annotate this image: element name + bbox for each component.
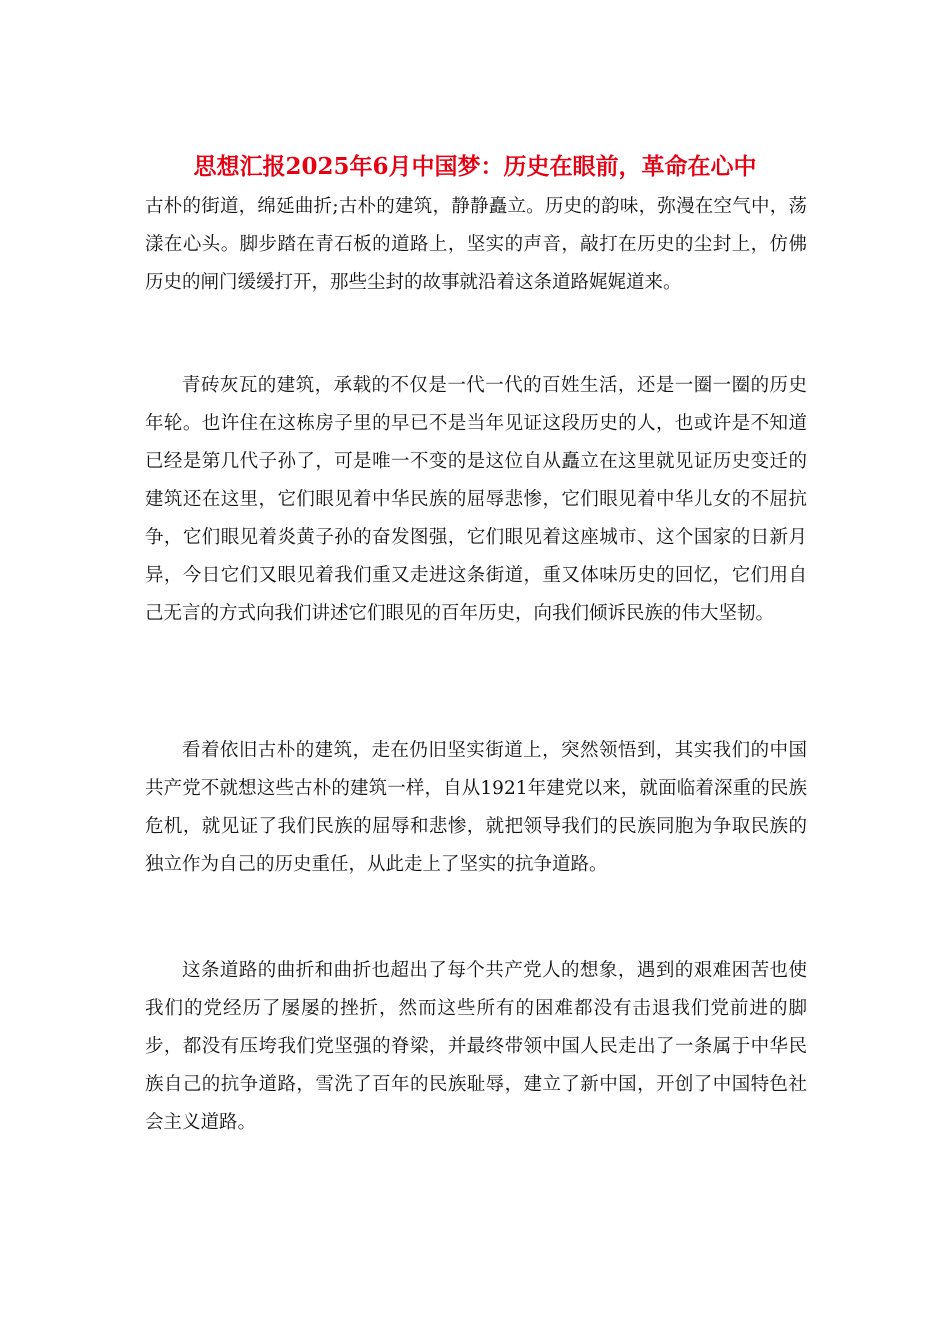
paragraph-3: 看着依旧古朴的建筑，走在仍旧坚实街道上，突然领悟到，其实我们的中国共产党不就想这些古朴的建筑一样，自从1921年建党以来，就面临着深重的民族危机，就见证了我们民族的屈辱和悲惨，就把领导我们的民族同胞为争取民族的独立作为自己的历史重任，从此走上了坚实的抗争道路。 [145,740,807,875]
paragraph-2: 青砖灰瓦的建筑，承载的不仅是一代一代的百姓生活，还是一圈一圈的历史年轮。也许住在这栋房子里的早已不是当年见证这段历史的人，也或许是不知道已经是第几代子孙了，可是唯一不变的是这位自从矗立在这里就见证历史变迁的建筑还在这里，它们眼见着中华民族的屈辱悲惨，它们眼见着中华儿女的不屈抗争，它们眼见着炎黄子孙的奋发图强，它们眼见着这座城市、这个国家的日新月异，今日它们又眼见着我们重又走进这条街道，重又体味历史的回忆，它们用自己无言的方式向我们讲述它们眼见的百年历史，向我们倾诉民族的伟大坚韧。 [145,375,807,624]
document-title: 思想汇报2025年6月中国梦：历史在眼前，革命在心中 [193,153,757,180]
paragraph-1: 古朴的街道，绵延曲折;古朴的建筑，静静矗立。历史的韵味，弥漫在空气中，荡漾在心头。脚步踏在青石板的道路上，坚实的声音，敲打在历史的尘封上，仿佛历史的闸门缓缓打开，那些尘封的故事就沿着这条道路娓娓道来。 [145,196,807,293]
paragraph-4: 这条道路的曲折和曲折也超出了每个共产党人的想象，遇到的艰难困苦也使我们的党经历了屡屡的挫折，然而这些所有的困难都没有击退我们党前进的脚步，都没有压垮我们党坚强的脊梁，并最终带领中国人民走出了一条属于中华民族自己的抗争道路，雪洗了百年的民族耻辱，建立了新中国，开创了中国特色社会主义道路。 [145,960,807,1133]
